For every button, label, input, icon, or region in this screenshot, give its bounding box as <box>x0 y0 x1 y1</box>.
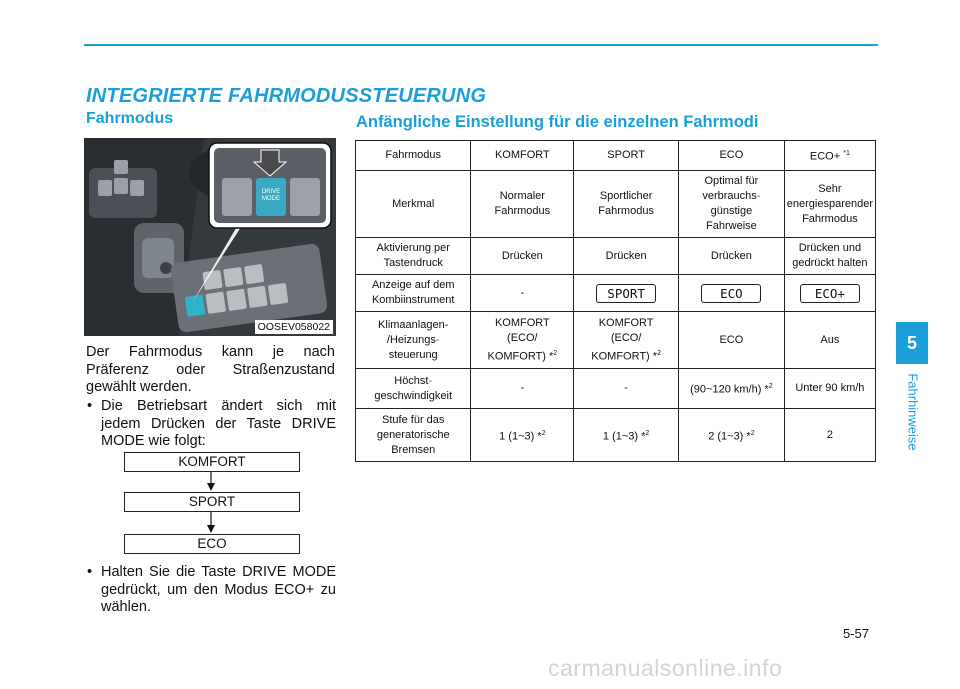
table-row <box>356 171 876 238</box>
row-label: Klimaanlagen- /Heizungs- steuerung <box>356 312 471 369</box>
intro-text: Der Fahrmodus kann je nach Präferenz oder Straßenzustand gewählt werden. <box>86 344 335 395</box>
table-cell: - <box>471 275 574 312</box>
table-row <box>356 409 876 462</box>
footnote-marker: *1 <box>843 150 850 158</box>
table-header-cell: Fahrmodus <box>356 141 471 171</box>
cluster-indicator-ecoplus: ECO+ <box>800 284 860 303</box>
table-cell: 1 (1~3) *$^2$ <box>574 409 679 462</box>
hyphen-mark: - <box>756 190 761 202</box>
table-row <box>356 369 876 409</box>
bullet-hold <box>86 564 336 617</box>
table-cell: Unter 90 km/h <box>784 369 875 409</box>
table-row <box>356 238 876 275</box>
table-cell: Normaler Fahrmodus <box>471 171 574 238</box>
row-label: Anzeige auf dem Kombiinstrument <box>356 275 471 312</box>
sequence-eco: ECO <box>124 534 300 554</box>
table-cell: ECO <box>679 312 785 369</box>
arrow-down-icon <box>206 512 216 534</box>
table-header-row <box>356 141 876 171</box>
console-illustration <box>84 138 336 336</box>
drive-mode-console-photo <box>84 138 336 336</box>
drive-button-label-2: MODE <box>262 196 280 202</box>
table-header-cell: KOMFORT <box>471 141 574 171</box>
page-number: 5-57 <box>843 626 870 641</box>
table-row <box>356 275 876 312</box>
subtitle-fahrmodus: Fahrmodus <box>86 110 174 127</box>
drive-button-label-1: DRIVE <box>261 189 281 195</box>
chapter-tab: 5 <box>896 322 928 364</box>
bullet-press-text: Die Betriebsart ändert sich mit jedem Drücken der Taste DRIVE MODE wie folgt: <box>101 398 336 449</box>
mode-settings-table <box>355 140 876 462</box>
watermark: carmanualsonline.info <box>548 655 783 681</box>
table-cell: Drücken <box>471 238 574 275</box>
table-cell: - <box>574 369 679 409</box>
cluster-indicator-sport: SPORT <box>596 284 656 303</box>
table-cell: Drücken und gedrückt halten <box>784 238 875 275</box>
table-header-cell: ECO+ $^{*1}$ <box>784 141 875 171</box>
table-cell: 1 (1~3) *$^2$ <box>471 409 574 462</box>
table-cell: Sportlicher Fahrmodus <box>574 171 679 238</box>
row-label: Höchst- geschwindigkeit <box>356 369 471 409</box>
bullet-hold-text: Halten Sie die Taste DRIVE MODE gedrückt, um den Modus ECO+ zu wählen. <box>101 564 336 615</box>
table-cell: Drücken <box>574 238 679 275</box>
sequence-komfort: KOMFORT <box>124 452 300 472</box>
table-cell <box>679 275 785 312</box>
bullet-dot: • <box>87 398 93 414</box>
table-cell: (90~120 km/h) *$^2$ <box>679 369 785 409</box>
table-cell <box>574 275 679 312</box>
table-cell: Aus <box>784 312 875 369</box>
chapter-label: Fahrhinweise <box>905 373 921 451</box>
table-cell: 2 <box>784 409 875 462</box>
arrow-down-icon <box>206 472 216 492</box>
row-label: Merkmal <box>356 171 471 238</box>
bullet-dot: • <box>87 564 93 580</box>
table-cell: Optimal für verbrauchs- günstige Fahrweise <box>679 171 785 238</box>
photo-caption: OOSEV058022 <box>255 320 333 334</box>
cluster-indicator-eco: ECO <box>701 284 761 303</box>
table-header-cell: SPORT <box>574 141 679 171</box>
table-cell: KOMFORT (ECO/ KOMFORT) *$^2$ <box>574 312 679 369</box>
page-title: INTEGRIERTE FAHRMODUSSTEUERUNG <box>86 85 487 107</box>
table-cell: Drücken <box>679 238 785 275</box>
table-cell <box>784 275 875 312</box>
table-cell: - <box>471 369 574 409</box>
row-label: Stufe für das generatorische Bremsen <box>356 409 471 462</box>
top-rule <box>84 44 878 46</box>
table-row <box>356 312 876 369</box>
bullet-press <box>86 398 336 451</box>
subtitle-table: Anfängliche Einstellung für die einzelnen Fahrmodi <box>356 113 759 131</box>
table-cell: Sehr energiesparender Fahrmodus <box>784 171 875 238</box>
row-label: Aktivierung per Tastendruck <box>356 238 471 275</box>
sequence-sport: SPORT <box>124 492 300 512</box>
table-cell: KOMFORT (ECO/ KOMFORT) *$^2$ <box>471 312 574 369</box>
table-header-cell: ECO <box>679 141 785 171</box>
table-cell: 2 (1~3) *$^2$ <box>679 409 785 462</box>
